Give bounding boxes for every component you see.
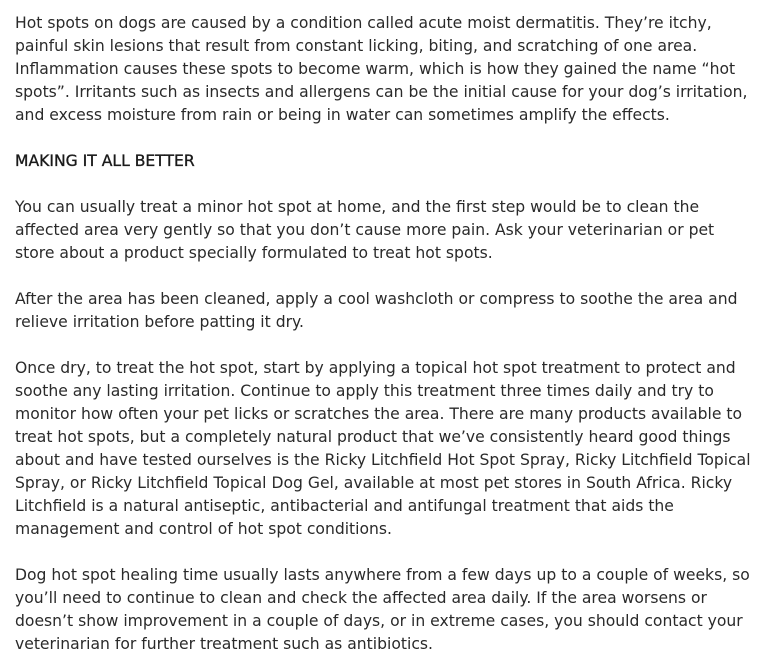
section-heading: MAKING IT ALL BETTER	[15, 152, 195, 170]
treatment-paragraph-4: Dog hot spot healing time usually lasts anywhere from a few days up to a couple of weeks, so you’ll need to continue to clean and check the affected area daily. If the area worsens or doesn’t show improvement in a couple of days, or in extreme cases, you should contact your veterinarian for further treatment such as antibiotics.	[15, 566, 750, 653]
treatment-paragraph-3: Once dry, to treat the hot spot, start by applying a topical hot spot treatment to protect and soothe any lasting irritation. Continue to apply this treatment three times daily and try to monitor how often your pet licks or scratches the area. There are many products available to treat hot spots, but a completely natural product that we’ve consistently heard good things about and have tested ourselves is the Ricky Litchfield Hot Spot Spray, Ricky Litchfield Topical Spray, or Ricky Litchfield Topical Dog Gel, available at most pet stores in South Africa. Ricky Litchfield is a natural antiseptic, antibacterial and antifungal treatment that aids the management and control of hot spot conditions.	[15, 359, 751, 538]
treatment-paragraph-1: You can usually treat a minor hot spot at home, and the first step would be to clean the affected area very gently so that you don’t cause more pain. Ask your veterinarian or pet store about a product specially formulated to treat hot spots.	[15, 198, 715, 262]
intro-paragraph: Hot spots on dogs are caused by a condition called acute moist dermatitis. They’re itchy, painful skin lesions that result from constant licking, biting, and scratching of one area. Inflammation causes these spots to become warm, which is how they gained the name “hot spots”. Irritants such as insects and allergens can be the initial cause for your dog’s irritation, and excess moisture from rain or being in water can sometimes amplify the effects.	[15, 14, 748, 124]
treatment-paragraph-2: After the area has been cleaned, apply a cool washcloth or compress to soothe the area and relieve irritation before patting it dry.	[15, 290, 738, 331]
